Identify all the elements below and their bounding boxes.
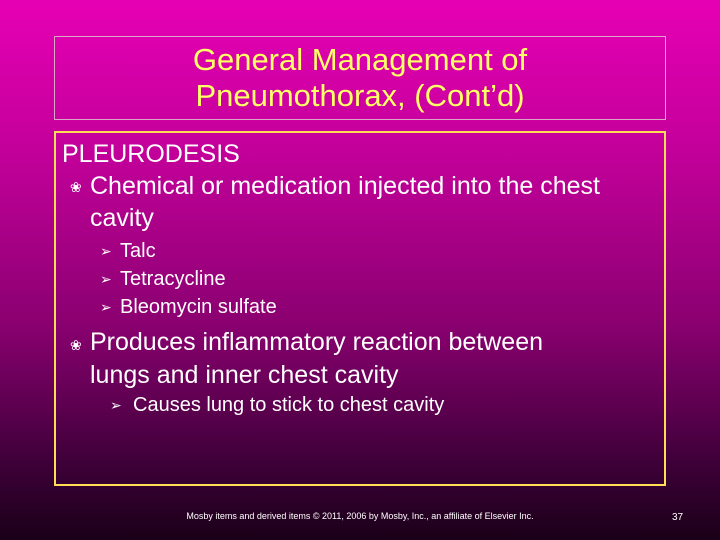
bullet-2-line-1: Produces inflammatory reaction between	[90, 328, 544, 356]
slide-title-line-2: Pneumothorax, (Cont’d)	[195, 78, 525, 113]
arrow-bullet-icon: ➢	[100, 299, 112, 315]
section-heading: PLEURODESIS	[62, 140, 240, 168]
sub-bullet-tetracycline: Tetracycline	[120, 268, 226, 290]
arrow-bullet-icon: ➢	[100, 243, 112, 259]
slide-title-line-1: General Management of	[192, 42, 528, 77]
bullet-1-line-2: cavity	[90, 204, 154, 232]
sub-bullet-talc: Talc	[120, 240, 156, 262]
bullet-2-line-2: lungs and inner chest cavity	[90, 361, 399, 389]
title-box	[54, 36, 666, 120]
bullet-1-line-1: Chemical or medication injected into the chest	[90, 172, 600, 200]
page-number: 37	[672, 512, 684, 523]
arrow-bullet-icon: ➢	[110, 397, 122, 413]
copyright-footer: Mosby items and derived items © 2011, 2006 by Mosby, Inc., an affiliate of Elsevier Inc.	[186, 511, 534, 521]
flower-bullet-icon: ❀	[70, 337, 82, 353]
sub-bullet-bleomycin: Bleomycin sulfate	[120, 296, 277, 318]
flower-bullet-icon: ❀	[70, 179, 82, 195]
arrow-bullet-icon: ➢	[100, 271, 112, 287]
sub-bullet-causes: Causes lung to stick to chest cavity	[133, 394, 445, 416]
